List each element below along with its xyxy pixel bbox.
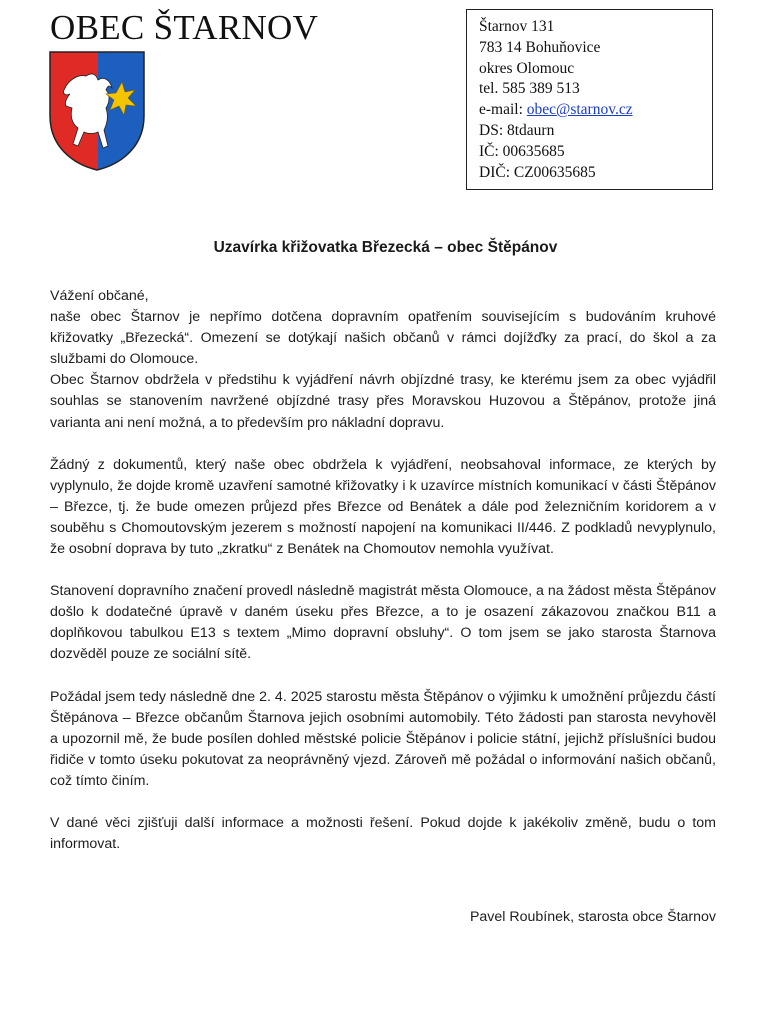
phone-line: tel. 585 389 513 <box>479 80 580 98</box>
ds-line: DS: 8tdaurn <box>479 121 555 139</box>
coat-of-arms-icon <box>48 50 146 172</box>
district-line: okres Olomouc <box>479 59 575 77</box>
signature: Pavel Roubínek, starosta obce Štarnov <box>469 909 716 925</box>
email-line <box>479 100 712 121</box>
paragraph-3: Žádný z dokumentů, který naše obec obdržela k vyjádření, neobsahoval informace, ze kterých by vyplynulo, že dojde kromě uzavření samotné křižovatky i k uzavírce místních komunikací v části Štěpánov – Březce, tj. že bude omezen průjezd přes Březce od Benátek a dále pod železničním koridorem a v souběhu s Chomoutovským jezerem s možností napojení na komunikaci II/446. Z podkladů nevyplynulo, že osobní doprava by tuto „zkratku“ z Benátek na Chomoutov nemohla využívat. <box>50 456 716 558</box>
letter-body <box>50 286 716 855</box>
paragraph-1: naše obec Štarnov je nepřímo dotčena dopravním opatřením souvisejícím s budováním kruhové křižovatky „Březecká“. Omezení se dotýkají našich občanů v rámci dojížďky za prací, do škol a za službami do Olomouce. <box>50 309 716 368</box>
email-label: e-mail: <box>479 101 527 119</box>
contact-box <box>466 9 713 190</box>
salutation: Vážení občané, <box>50 288 149 304</box>
ic-line: IČ: 00635685 <box>479 142 565 160</box>
org-name: OBEC ŠTARNOV <box>50 8 319 47</box>
paragraph-6: V dané věci zjišťuji další informace a možnosti řešení. Pokud dojde k jakékoliv změně, budu o tom informovat. <box>50 814 716 853</box>
email-link[interactable]: obec@starnov.cz <box>526 101 633 119</box>
paragraph-2: Obec Štarnov obdržela v předstihu k vyjádření návrh objízdné trasy, ke kterému jsem za obec vyjádřil souhlas se stanovením navržené objízdné trasy přes Moravskou Huzovou a Štěpánov, protože jiná varianta ani není možná, a to především pro nákladní dopravu. <box>50 372 716 431</box>
address-line: Štarnov 131 <box>479 18 555 35</box>
paragraph-4: Stanovení dopravního značení provedl následně magistrát města Olomouce, a na žádost města Štěpánov došlo k dodatečné úpravě v daném úseku přes Březce, a to je osazení zákazovou značkou B11 a doplňkovou tabulkou E13 s textem „Mimo dopravní obsluhy“. O tom jsem se jako starosta Štarnova dozvěděl pouze ze sociální sítě. <box>50 583 716 663</box>
dic-line: DIČ: CZ00635685 <box>479 163 596 181</box>
postal-line: 783 14 Bohuňovice <box>479 38 601 56</box>
letter-title: Uzavírka křižovatka Březecká – obec Štěpánov <box>213 239 558 256</box>
paragraph-5: Požádal jsem tedy následně dne 2. 4. 2025 starostu města Štěpánov o výjimku k umožnění průjezdu částí Štěpánova – Březce občanům Štarnova jejich osobními automobily. Této žádosti pan starosta nevyhověl a upozornil mě, že bude posílen dohled městské policie Štěpánov i policie státní, jejichž příslušníci budou řidiče v tomto úseku pokutovat za neoprávněný vjezd. Zároveň mě požádal o informování našich občanů, což tímto činím. <box>50 688 716 789</box>
